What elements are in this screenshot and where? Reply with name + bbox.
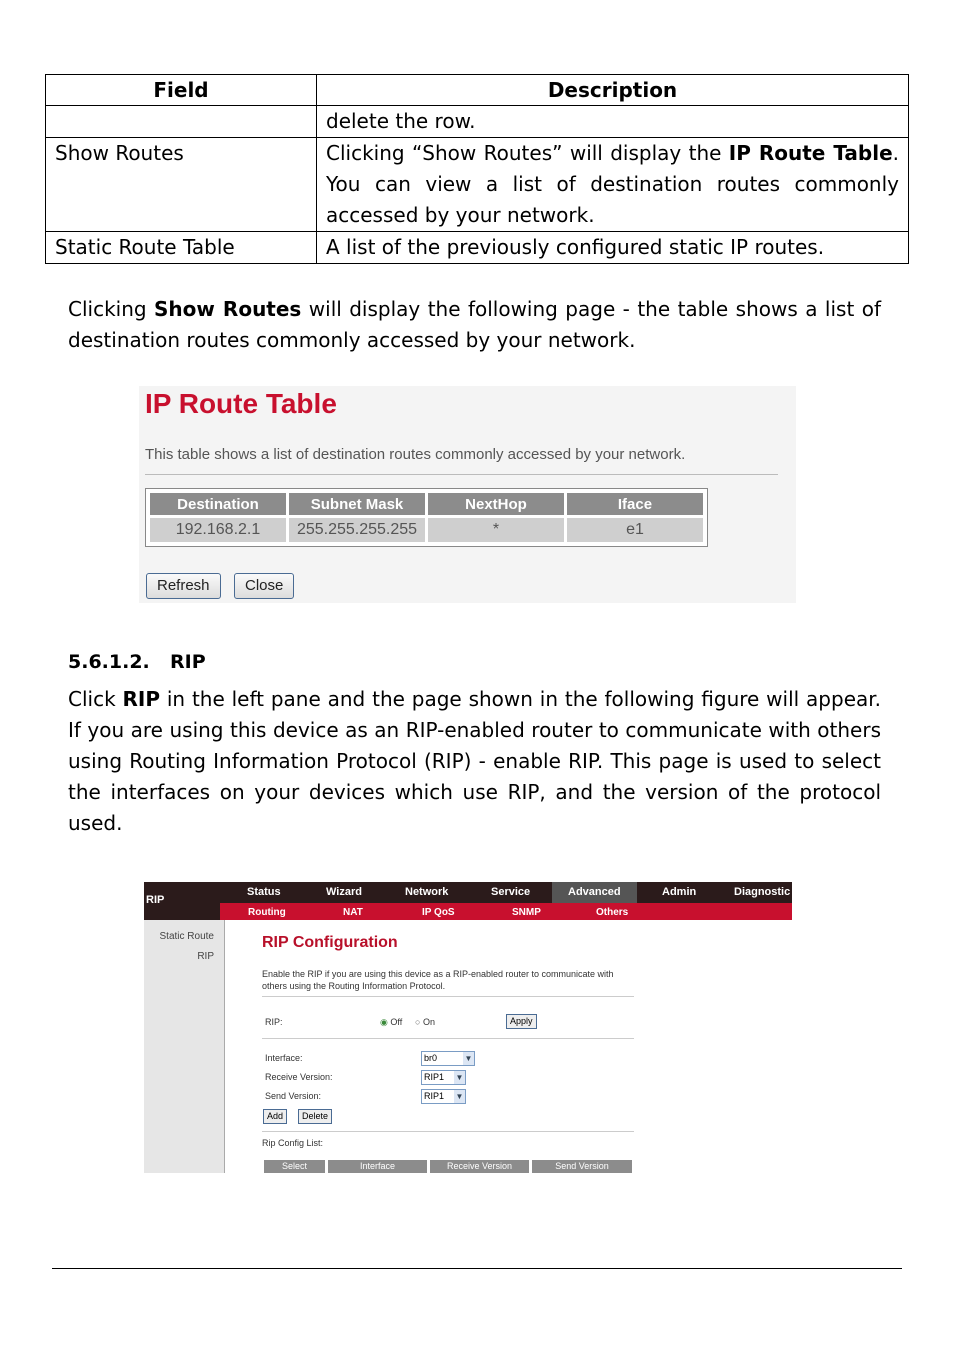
nav-diagnostic[interactable]: Diagnostic	[734, 886, 791, 898]
nav-service[interactable]: Service	[491, 886, 531, 898]
column-header: Subnet Mask	[289, 493, 425, 515]
field-cell: Static Route Table	[46, 232, 317, 264]
side-pane	[144, 920, 225, 1173]
apply-button[interactable]: Apply	[506, 1014, 537, 1029]
section-title: RIP	[170, 651, 206, 673]
field-cell	[46, 106, 317, 138]
rip-paragraph: Click RIP in the left pane and the page shown in the following figure will appear. If you are using this device as an RIP-enabled router to communicate with others using Routing Information Protocol (RIP) - enable RIP. This page is used to select the interfaces on your devices which use RIP, and the version of the protocol used.	[68, 687, 882, 835]
list-header-send-version: Send Version	[532, 1160, 632, 1173]
table-cell: 192.168.2.1	[150, 518, 286, 542]
subnav-routing[interactable]: Routing	[248, 907, 286, 918]
nav-network[interactable]: Network	[405, 886, 449, 898]
send-version-select[interactable]: RIP1 ▼	[421, 1089, 466, 1104]
list-header-select: Select	[264, 1160, 325, 1173]
chevron-down-icon: ▼	[455, 1092, 464, 1101]
footer-rule	[52, 1268, 902, 1269]
description-cell: delete the row.	[317, 106, 909, 138]
side-item-rip[interactable]: RIP	[197, 951, 214, 962]
column-header: Destination	[150, 493, 286, 515]
page-label: RIP	[144, 882, 220, 920]
receive-version-label: Receive Version:	[265, 1072, 333, 1082]
description-cell: A list of the previously configured static IP routes.	[317, 232, 909, 264]
description-header: Description	[317, 75, 909, 106]
send-version-label: Send Version:	[265, 1091, 322, 1101]
divider	[145, 474, 778, 475]
add-button[interactable]: Add	[263, 1109, 287, 1124]
table-cell: e1	[567, 518, 703, 542]
field-cell: Show Routes	[46, 138, 317, 232]
close-button[interactable]: Close	[234, 573, 294, 599]
divider	[262, 1131, 634, 1132]
rip-on-radio[interactable]: ○ On	[415, 1017, 435, 1027]
chevron-down-icon: ▼	[464, 1054, 473, 1063]
nav-wizard[interactable]: Wizard	[326, 886, 362, 898]
divider	[262, 996, 634, 997]
divider	[262, 1038, 634, 1039]
section-number: 5.6.1.2.	[68, 651, 150, 673]
rip-off-radio[interactable]: ◉ Off	[380, 1017, 403, 1027]
chevron-down-icon: ▼	[455, 1073, 464, 1082]
rip-description: Enable the RIP if you are using this device as a RIP-enabled router to communicate with others using the Routing Information Protocol.	[262, 969, 614, 991]
receive-version-select[interactable]: RIP1 ▼	[421, 1070, 466, 1085]
show-routes-paragraph: Clicking Show Routes will display the following page - the table shows a list of destination routes commonly accessed by your network.	[68, 297, 881, 352]
delete-button[interactable]: Delete	[298, 1109, 332, 1124]
rip-config-title: RIP Configuration	[262, 934, 398, 951]
subnav-ipqos[interactable]: IP QoS	[422, 907, 455, 918]
table-cell: 255.255.255.255	[289, 518, 425, 542]
rip-configuration-screenshot	[144, 882, 792, 1173]
side-item-static-route[interactable]: Static Route	[159, 931, 214, 942]
field-description-table	[45, 74, 909, 264]
list-header-receive-version: Receive Version	[430, 1160, 529, 1173]
subnav-others[interactable]: Others	[596, 907, 629, 918]
nav-status[interactable]: Status	[247, 886, 281, 898]
subnav-snmp[interactable]: SNMP	[512, 907, 541, 918]
ip-route-table-screenshot	[139, 386, 796, 603]
column-header: Iface	[567, 493, 703, 515]
subnav-nat[interactable]: NAT	[343, 907, 363, 918]
rip-config-list-label: Rip Config List:	[262, 1138, 324, 1148]
interface-label: Interface:	[265, 1053, 303, 1063]
route-table-subtitle: This table shows a list of destination routes commonly accessed by your network.	[145, 446, 686, 463]
table-cell: *	[428, 518, 564, 542]
route-table-title: IP Route Table	[145, 388, 337, 419]
interface-select[interactable]: br0 ▼	[421, 1051, 475, 1066]
description-cell: Clicking “Show Routes” will display the IP Route Table. You can view a list of destination routes commonly accessed by your network.	[317, 138, 909, 232]
sub-nav-bar	[220, 903, 792, 920]
column-header: NextHop	[428, 493, 564, 515]
nav-admin[interactable]: Admin	[662, 886, 697, 898]
field-header: Field	[46, 75, 317, 106]
route-table	[145, 488, 708, 547]
list-header-interface: Interface	[328, 1160, 427, 1173]
rip-label: RIP:	[265, 1017, 283, 1027]
nav-advanced[interactable]: Advanced	[552, 882, 637, 903]
refresh-button[interactable]: Refresh	[146, 573, 221, 599]
table-row	[150, 518, 703, 542]
